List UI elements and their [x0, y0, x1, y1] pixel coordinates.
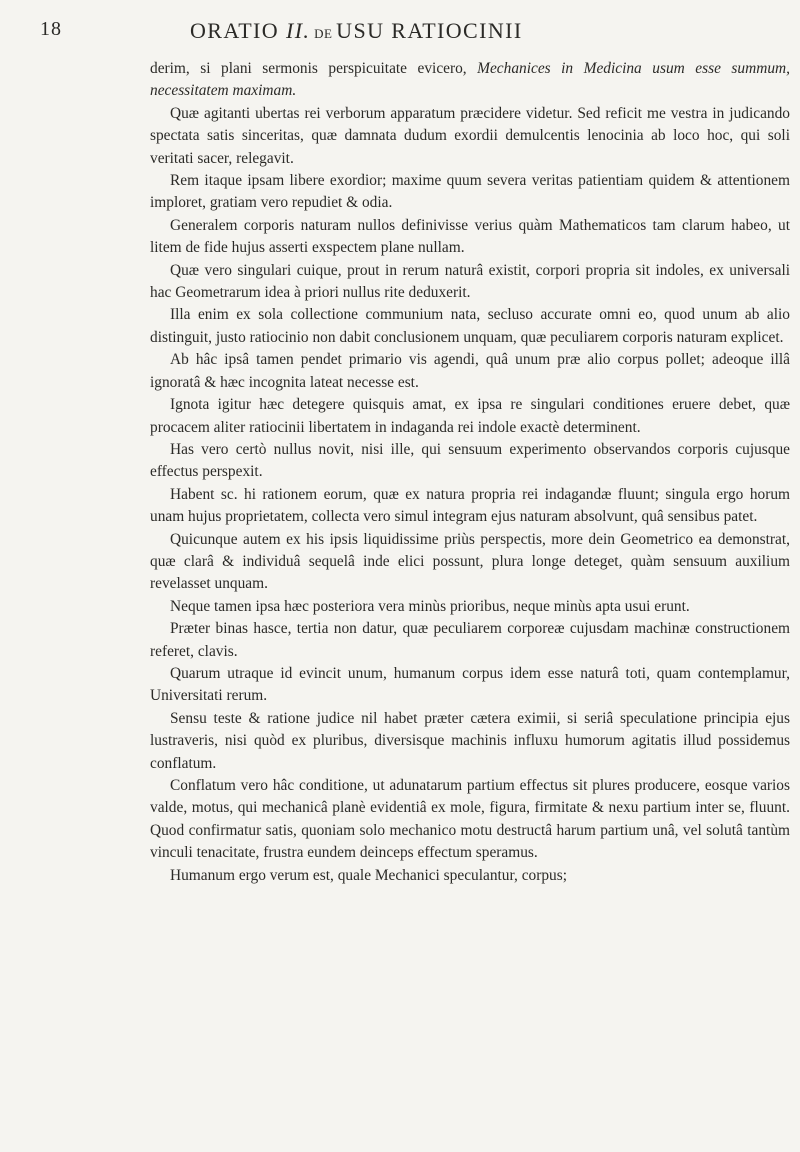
- italic-thesis: Mechanices in Medicina usum esse summum, necessitatem maximam.: [150, 60, 790, 100]
- paragraph: Quæ agitanti ubertas rei verborum apparatum præcidere videtur. Sed reficit me vestra in judicando spectata satis sinceritas, quæ damnata dudum exordii demulcentis lenocinia ab loco hoc, qui soli veritati sacer, relegavit.: [150, 104, 790, 167]
- paragraph: Rem itaque ipsam libere exordior; maxime quum severa veritas patientiam quidem & attentionem imploret, gratiam vero repudiet & odia.: [150, 172, 790, 212]
- body-text: [150, 58, 790, 887]
- paragraph: Quicunque autem ex his ipsis liquidissime priùs perspectis, more dein Geometrico ea demonstrat, quæ clarâ & individuâ sequelâ inde elici possunt, plura longe deteget, quàm sensuum auxilium revelasset unquam.: [150, 530, 790, 593]
- paragraph: Habent sc. hi rationem eorum, quæ ex natura propria rei indagandæ fluunt; singula ergo horum unam hujus proprietatem, collecta vero simul integram ejus naturam absolvunt, quâ sensibus patet.: [150, 485, 790, 526]
- title-part-usu: USU RATIOCINII: [336, 18, 523, 43]
- paragraph: Illa enim ex sola collectione communium nata, seclusо accurate omni eo, quod unum ab alio distinguit, justo ratiocinio non dabit conclusionem unquam, quæ peculiarem corporis naturam explicet.: [150, 306, 790, 346]
- paragraph: Quarum utraque id evincit unum, humanum corpus idem esse naturâ toti, quam contemplamur, Universitati rerum.: [150, 664, 790, 705]
- paragraph: Ignota igitur hæc detegere quisquis amat, ex ipsa re singulari conditiones eruere debet, quæ procacem aliter ratiocinii libertatem in indaganda rei indole exactè determinent.: [150, 396, 790, 436]
- paragraph: Has vero certò nullus novit, nisi ille, qui sensuum experimento observandos corporis cujusque effectus perspexit.: [150, 440, 790, 481]
- title-part-oratio: ORATIO: [190, 18, 286, 43]
- title-roman-numeral: II.: [285, 18, 311, 43]
- paragraph-text: derim, si plani sermonis perspicuitate evicero,: [150, 60, 478, 77]
- page-number: 18: [40, 18, 62, 40]
- running-header: [40, 18, 780, 54]
- paragraph: Neque tamen ipsa hæc posteriora vera minùs prioribus, neque minùs apta usui erunt.: [170, 597, 690, 615]
- running-title: [190, 18, 523, 44]
- paragraph: Humanum ergo verum est, quale Mechanici speculantur, corpus;: [170, 866, 567, 884]
- paragraph: Sensu teste & ratione judice nil habet præter cætera eximii, si seriâ speculatione principia ejus lustraveris, nisi quòd ex pluribus, diversisque machinis influxu humorum agitatis illud possidemus conflatum.: [150, 709, 790, 772]
- paragraph: Ab hâc ipsâ tamen pendet primario vis agendi, quâ unum præ alio corpus pollet; adeoque illâ ignoratâ & hæc incognita lateat necesse est.: [150, 351, 790, 391]
- paragraph: Conflatum vero hâc conditione, ut adunatarum partium effectus sit plures producere, eosque varios valde, motus, qui mechanicâ planè evidentiâ ex mole, figura, firmitate & nexu partium inter se, fluunt. Quod confirmatur satis, quoniam solo mechanico motu destructâ harum partium unâ, vel solutâ tantùm vinculi tenacitate, frustra eundem deinceps effectum speramus.: [150, 777, 790, 862]
- paragraph: [150, 58, 790, 103]
- paragraph: Quæ vero singulari cuique, prout in rerum naturâ existit, corpori propria sit indoles, ex universali hac Geometrarum idea à priori nullus rite deduxerit.: [150, 261, 790, 302]
- paragraph: Præter binas hasce, tertia non datur, quæ peculiarem corporeæ cujusdam machinæ constructionem referet, clavis.: [150, 620, 790, 660]
- paragraph: Generalem corporis naturam nullos definivisse verius quàm Mathematicos tam clarum habeo, ut litem de fide hujus asserti exspectem plane nullam.: [150, 216, 790, 257]
- title-part-de: DE: [310, 26, 337, 41]
